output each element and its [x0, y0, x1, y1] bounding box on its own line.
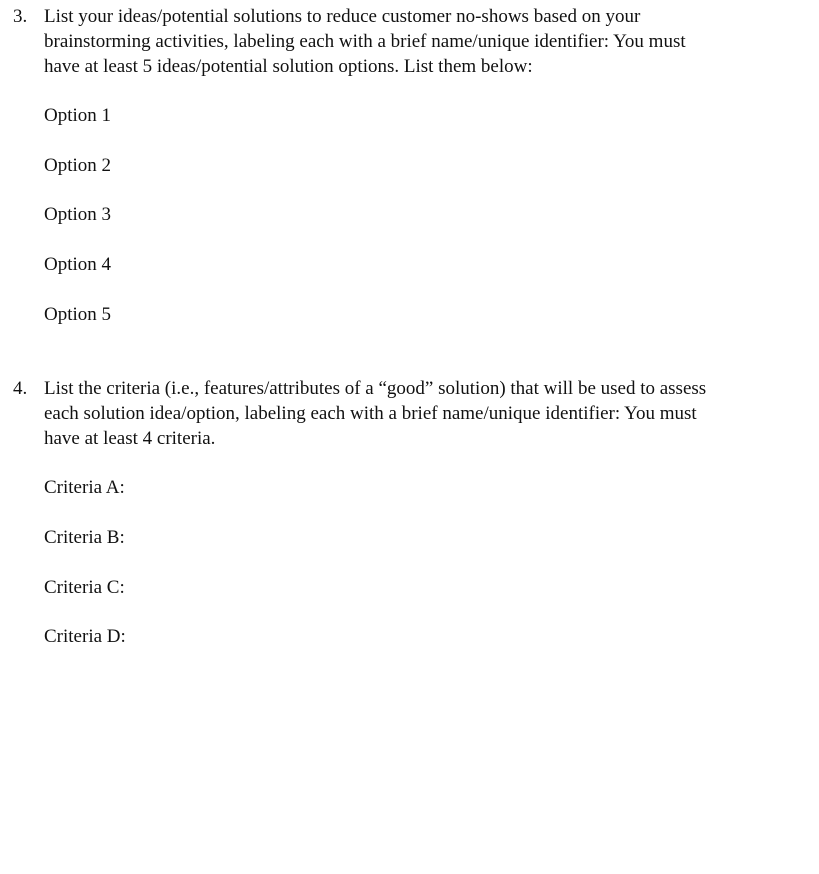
question-text [44, 376, 754, 451]
option-1-label: Option 1 [44, 105, 112, 126]
question-number: 3. [13, 6, 28, 27]
question-text-line: each solution idea/option, labeling each with a brief name/unique identifier: You must [44, 403, 697, 424]
criteria-c-label: Criteria C: [44, 577, 125, 598]
option-4-label: Option 4 [44, 254, 112, 275]
criteria-b-label: Criteria B: [44, 527, 125, 548]
option-2-label: Option 2 [44, 155, 112, 176]
question-text-line: brainstorming activities, labeling each with a brief name/unique identifier: You must [44, 31, 686, 52]
option-5-label: Option 5 [44, 304, 112, 325]
question-text [44, 4, 754, 79]
question-text-line: have at least 4 criteria. [44, 428, 216, 449]
question-number: 4. [13, 378, 28, 399]
question-text-line: List your ideas/potential solutions to reduce customer no-shows based on your [44, 6, 641, 27]
question-text-line: List the criteria (i.e., features/attributes of a “good” solution) that will be used to assess [44, 378, 707, 399]
question-text-line: have at least 5 ideas/potential solution options. List them below: [44, 56, 533, 77]
option-3-label: Option 3 [44, 204, 112, 225]
criteria-d-label: Criteria D: [44, 626, 126, 647]
criteria-a-label: Criteria A: [44, 477, 125, 498]
